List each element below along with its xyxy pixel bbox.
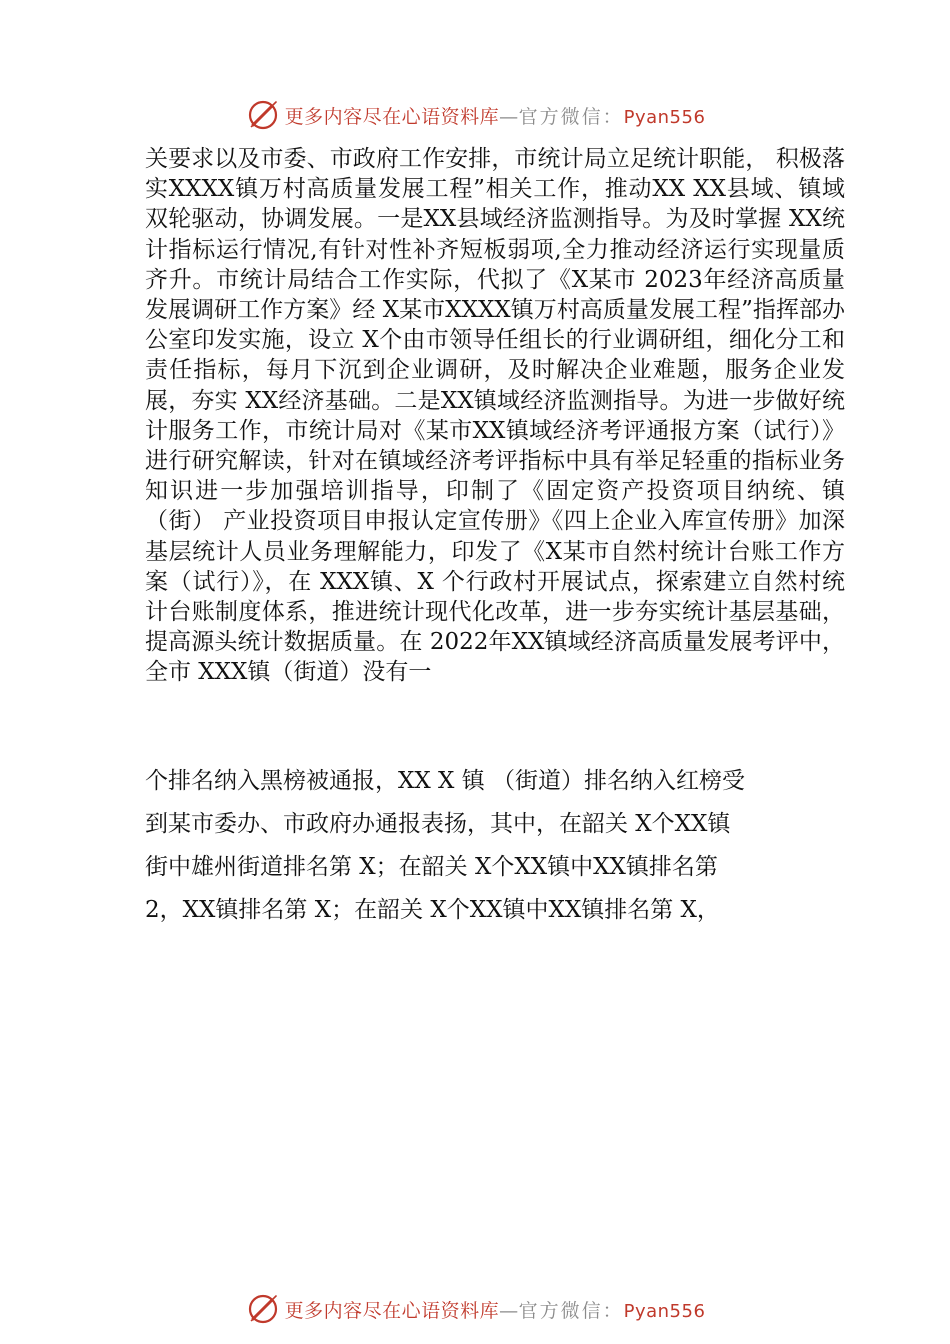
watermark-separator: — <box>499 105 519 128</box>
watermark-header <box>0 95 950 135</box>
paragraph-1: 关要求以及市委、市政府工作安排，市统计局立足统计职能， 积极落实XXXX镇万村高质量发展工程”相关工作，推动XX XX县域、镇域双轮驱动，协调发展。一是XX县域经济监测指导。为及时掌握 XX统计指标运行情况,有针对性补齐短板弱项,全力推动经济运行实现量质齐升。市统计局结合工作实际，代拟了《X某市 2023年经济高质量发展调研工作方案》经 X某市XXXX镇万村高质量发展工程”指挥部办公室印发实施，设立 X个由市领导任组长的行业调研组，细化分工和责任指标，每月下沉到企业调研，及时解决企业难题，服务企业发展，夯实 XX经济基础。二是XX镇域经济监测指导。为进一步做好统计服务工作，市统计局对《某市XX镇域经济考评通报方案（试行）》进行研究解读，针对在镇域经济考评指标中具有举足轻重的指标业务知识进一步加强培训指导，印制了《固定资产投资项目纳统、镇（街） 产业投资项目申报认定宣传册》《四上企业入库宣传册》加深基层统计人员业务理解能力，印发了《X某市自然村统计台账工作方案（试行）》，在 XXX镇、X 个行政村开展试点，探索建立自然村统计台账制度体系，推进统计现代化改革，进一步夯实统计基层基础，提高源头统计数据质量。在 2022年XX镇域经济高质量发展考评中，全市 XXX镇（街道）没有一 <box>145 146 845 686</box>
watermark-text <box>285 1296 706 1323</box>
paragraph-2-line: 到某市委办、市政府办通报表扬，其中，在韶关 X个XX镇 <box>145 811 731 837</box>
document-body <box>145 144 845 688</box>
watermark-wechat-id: Pyan556 <box>623 1300 706 1322</box>
watermark-slogan: 官方微信： <box>518 1299 624 1322</box>
watermark-wechat-id: Pyan556 <box>623 106 706 128</box>
watermark-footer <box>0 1289 950 1329</box>
watermark-slogan: 官方微信： <box>518 105 624 128</box>
watermark-brand: 心语资料库 <box>401 1299 500 1322</box>
watermark-separator: — <box>499 1299 519 1322</box>
watermark-text <box>285 102 706 129</box>
paragraph-2 <box>145 760 835 932</box>
paragraph-2-line: 个排名纳入黑榜被通报，XX X 镇 （街道）排名纳入红榜受 <box>145 768 746 794</box>
pen-circle-logo-icon <box>245 1291 281 1327</box>
watermark-prefix: 更多内容尽在 <box>284 1299 402 1322</box>
watermark-prefix: 更多内容尽在 <box>284 105 402 128</box>
pen-circle-logo-icon <box>245 97 281 133</box>
paragraph-2-line: 2，XX镇排名第 X；在韶关 X个XX镇中XX镇排名第 X， <box>145 897 720 923</box>
watermark-brand: 心语资料库 <box>401 105 500 128</box>
paragraph-2-line: 街中雄州街道排名第 X；在韶关 X个XX镇中XX镇排名第 <box>145 854 718 880</box>
